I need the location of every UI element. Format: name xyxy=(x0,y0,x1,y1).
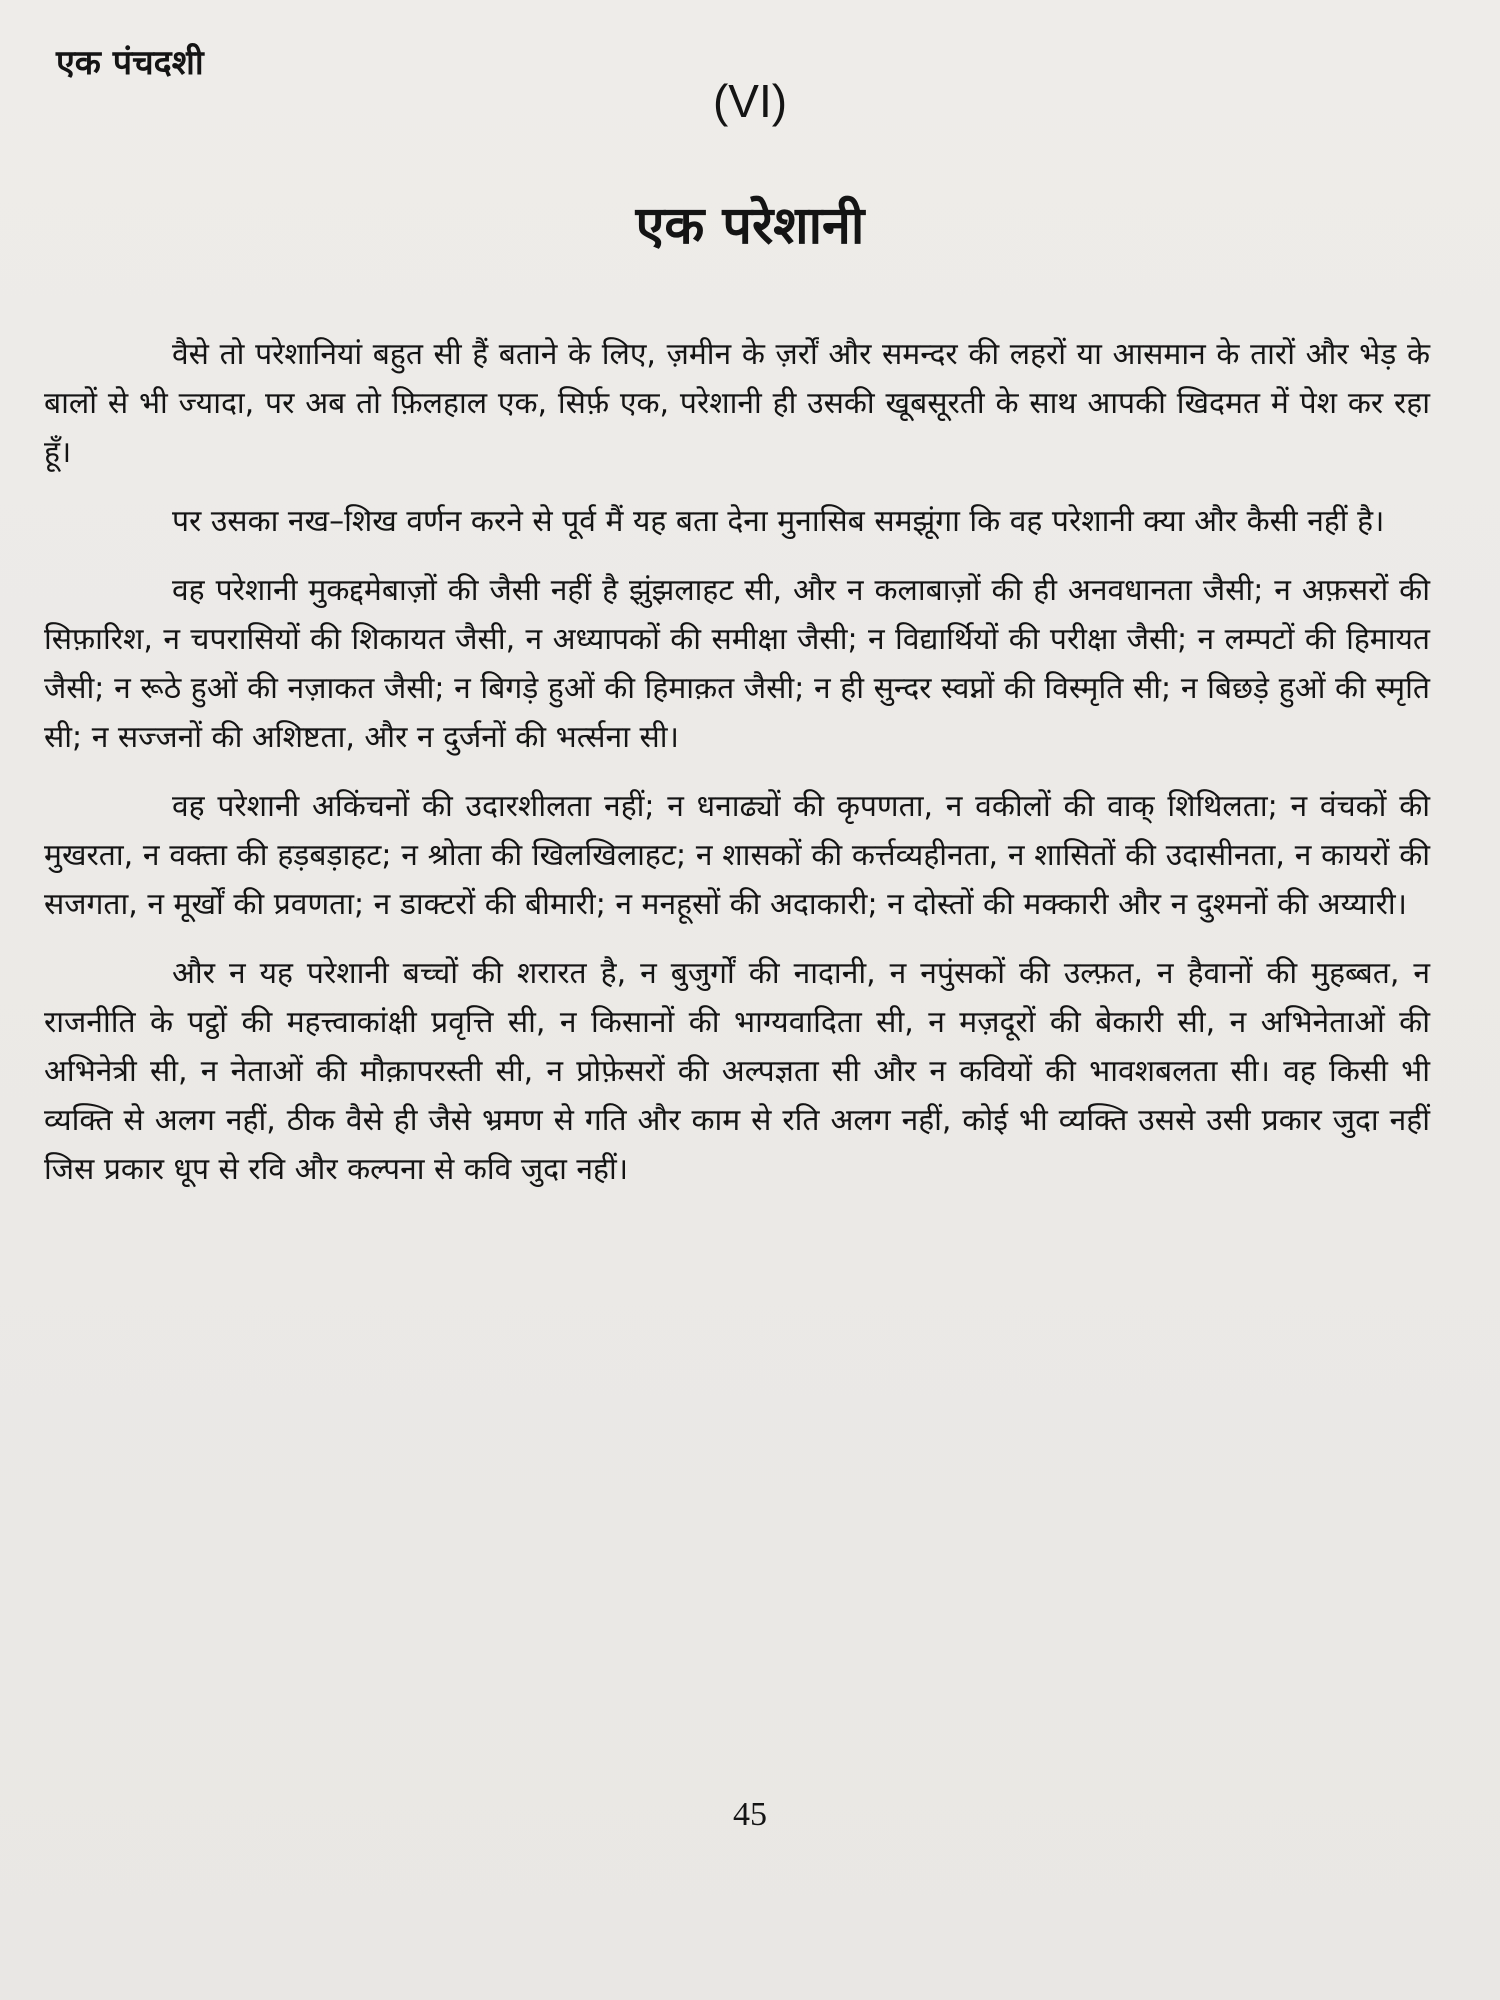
paragraph: वह परेशानी अकिंचनों की उदारशीलता नहीं; न धनाढ्यों की कृपणता, न वकीलों की वाक् शिथिलता; न वंचकों की मुखरता, न वक्ता की हड़बड़ाहट; न श्रोता की खिलखिलाहट; न शासकों की कर्त्तव्यहीनता, न शासितों की उदासीनता, न कायरों की सजगता, न मूर्खों की प्रवणता; न डाक्टरों की बीमारी; न मनहूसों की अदाकारी; न दोस्तों की मक्कारी और न दुश्मनों की अय्यारी। xyxy=(44,789,1430,922)
body-text xyxy=(44,330,1430,1214)
paragraph: पर उसका नख–शिख वर्णन करने से पूर्व मैं यह बता देना मुनासिब समझूंगा कि वह परेशानी क्या और कैसी नहीं है। xyxy=(172,504,1385,539)
paragraph: वह परेशानी मुकद्दमेबाज़ों की जैसी नहीं है झुंझलाहट सी, और न कलाबाज़ों की ही अनवधानता जैसी; न अफ़सरों की सिफ़ारिश, न चपरासियों की शिकायत जैसी, न अध्यापकों की समीक्षा जैसी; न विद्यार्थियों की परीक्षा जैसी; न लम्पटों की हिमायत जैसी; न रूठे हुओं की नज़ाकत जैसी; न बिगड़े हुओं की हिमाक़त जैसी; न ही सुन्दर स्वप्नों की विस्मृति सी; न बिछड़े हुओं की स्मृति सी; न सज्जनों की अशिष्टता, और न दुर्जनों की भर्त्सना सी। xyxy=(44,573,1430,755)
chapter-title: एक परेशानी xyxy=(635,196,865,256)
page-number: 45 xyxy=(733,1796,767,1833)
paragraph: वैसे तो परेशानियां बहुत सी हैं बताने के लिए, ज़मीन के ज़र्रों और समन्दर की लहरों या आसमान के तारों और भेड़ के बालों से भी ज्यादा, पर अब तो फ़िलहाल एक, सिर्फ़ एक, परेशानी ही उसकी खूबसूरती के साथ आपकी खिदमत में पेश कर रहा हूँ। xyxy=(44,337,1430,470)
running-head: एक पंचदशी xyxy=(56,43,204,83)
paragraph: और न यह परेशानी बच्चों की शरारत है, न बुजुर्गों की नादानी, न नपुंसकों की उल्फ़त, न हैवानों की मुहब्बत, न राजनीति के पट्ठों की महत्त्वाकांक्षी प्रवृत्ति सी, न किसानों की भाग्यवादिता सी, न मज़दूरों की बेकारी सी, न अभिनेताओं की अभिनेत्री सी, न नेताओं की मौक़ापरस्ती सी, न प्रोफ़ेसरों की अल्पज्ञता सी और न कवियों की भावशबलता सी। वह किसी भी व्यक्ति से अलग नहीं, ठीक वैसे ही जैसे भ्रमण से गति और काम से रति अलग नहीं, कोई भी व्यक्ति उससे उसी प्रकार जुदा नहीं जिस प्रकार धूप से रवि और कल्पना से कवि जुदा नहीं। xyxy=(44,956,1430,1187)
chapter-number: (VI) xyxy=(712,75,788,127)
